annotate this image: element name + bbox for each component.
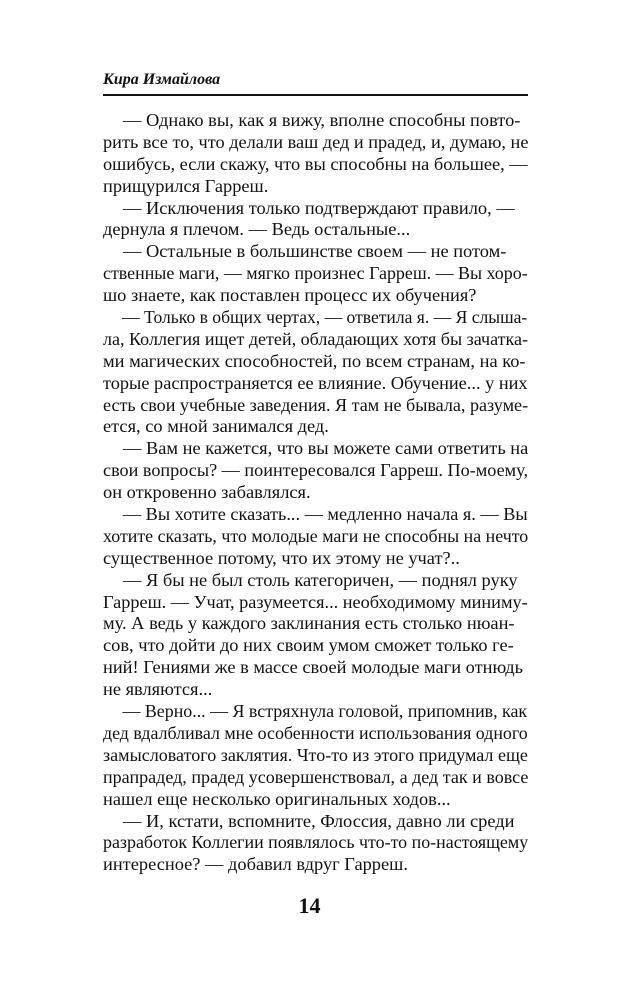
paragraph — [103, 504, 528, 570]
paragraph — [103, 438, 528, 504]
body-text — [103, 110, 528, 876]
text-line: он откровенно забавлялся. — [103, 482, 311, 503]
paragraph — [103, 198, 528, 242]
paragraph — [103, 307, 528, 438]
running-header — [103, 70, 528, 96]
text-line: — Вы хотите сказать... — медленно начала я. — Вы — [122, 504, 528, 525]
paragraph — [103, 570, 528, 701]
text-line: прищурился Гарреш. — [103, 175, 269, 196]
text-line: Гарреш. — Учат, разумеется... необходимому миниму- — [103, 591, 528, 612]
text-line: хотите сказать, что молодые маги не способны на нечто — [103, 525, 529, 546]
text-line: рить все то, что делали ваш дед и прадед, и, думаю, не — [103, 131, 529, 152]
text-line: — Однако вы, как я вижу, вполне способны повто- — [123, 110, 521, 130]
text-line: ошибусь, если скажу, что вы способны на большее, — — [103, 153, 528, 174]
text-line: ний! Гениями же в массе своей молодые маги отнюдь — [103, 657, 524, 678]
text-line: — Исключения только подтверждают правило, — — [123, 197, 515, 218]
paragraph — [103, 241, 528, 307]
paragraph — [103, 701, 528, 810]
text-line: ется, со мной занимался дед. — [103, 416, 329, 437]
text-line: ла, Коллегия ищет детей, обладающих хотя бы зачатка- — [103, 328, 529, 349]
text-line: нашел еще несколько оригинальных ходов... — [103, 788, 451, 809]
text-line: му. А ведь у каждого заклинания есть столько нюан- — [103, 613, 515, 634]
text-line: — Только в общих чертах, — ответила я. — Я слыша- — [122, 307, 528, 328]
text-line: существенное потому, что их этому не учат?.. — [103, 547, 460, 568]
text-line: ми магических способностей, по всем странам, на ко- — [103, 350, 526, 371]
text-line: — Я бы не был столь категоричен, — поднял руку — [123, 569, 518, 590]
page-number: 14 — [298, 893, 321, 918]
paragraph — [103, 811, 528, 877]
text-line: — Верно... — Я встряхнула головой, припомнив, как — [122, 701, 528, 722]
text-line: интересное? — добавил вдруг Гарреш. — [103, 854, 408, 875]
text-line: торые распространяется ее влияние. Обучение... у них — [103, 372, 528, 393]
text-line: дернула я плечом. — Ведь остальные... — [103, 219, 411, 240]
text-line: прапрадед, прадед усовершенствовал, а дед так и вовсе — [103, 766, 529, 787]
text-line: — Остальные в большинстве своем — не потом- — [123, 241, 507, 262]
text-line: — И, кстати, вспомните, Флоссия, давно ли среди — [123, 810, 515, 831]
text-line: шо знаете, как поставлен процесс их обучения? — [103, 285, 477, 306]
paragraph — [103, 110, 528, 198]
text-line: сов, что дойти до них своим умом сможет только ге- — [103, 635, 514, 656]
text-line: свои вопросы? — поинтересовался Гарреш. По-моему, — [103, 460, 528, 481]
author-name: Кира Измайлова — [103, 71, 221, 88]
text-line: разработок Коллегии появлялось что-то по-настоящему — [103, 832, 529, 853]
text-line: замысловатого заклятия. Что-то из этого придумал еще — [103, 744, 528, 765]
text-line: не являются... — [103, 679, 213, 700]
text-line: ственные маги, — мягко произнес Гарреш. — Вы хоро- — [103, 263, 528, 284]
text-line: дед вдалбливал мне особенности использования одного — [103, 722, 528, 743]
text-line: — Вам не кажется, что вы можете сами ответить на — [123, 438, 529, 459]
text-line: есть свои учебные заведения. Я там не бывала, разуме- — [103, 394, 529, 415]
